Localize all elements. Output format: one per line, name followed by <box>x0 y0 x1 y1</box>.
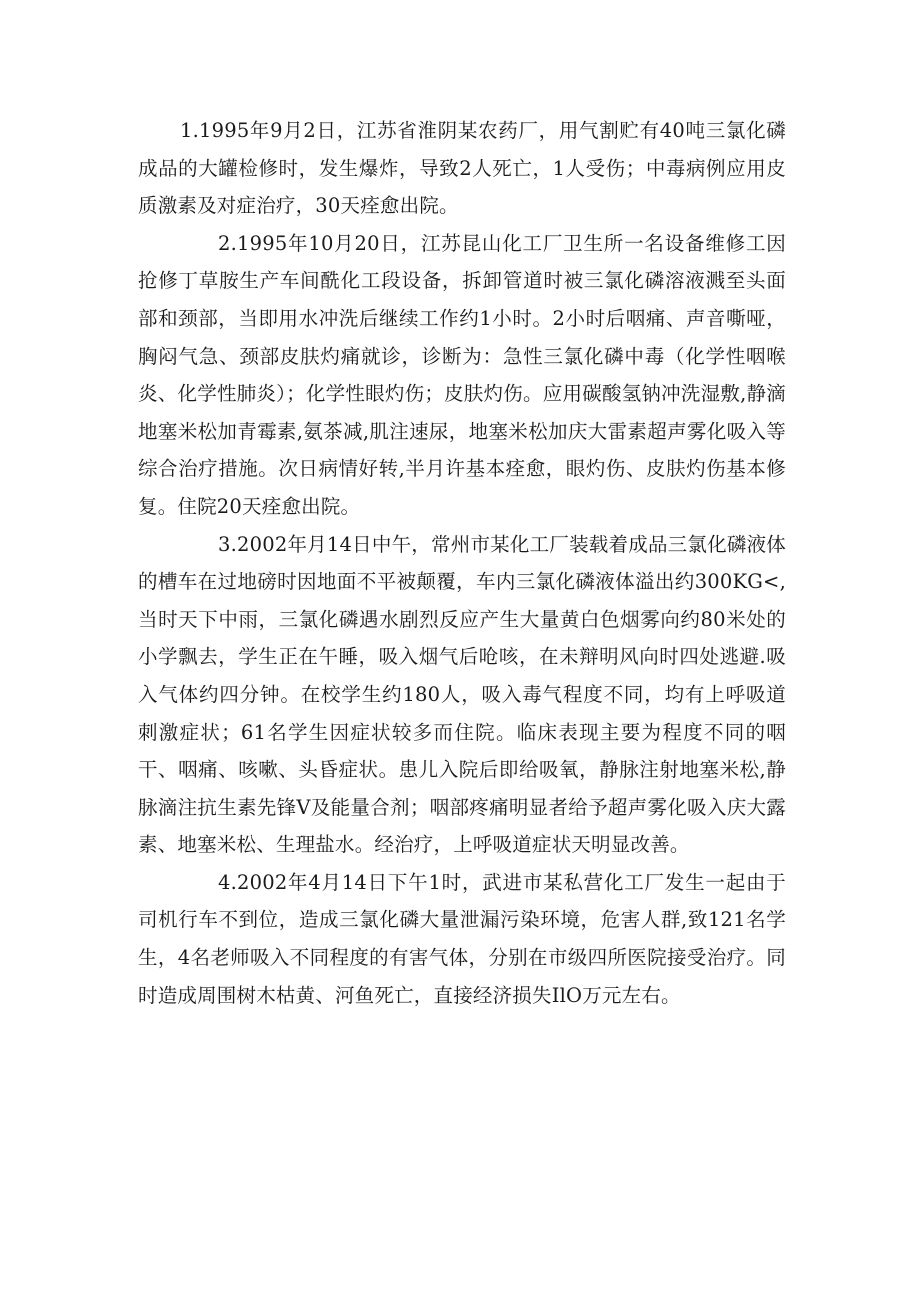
paragraph-4: 4.2002年4月14日下午1时，武进市某私营化工厂发生一起由于司机行车不到位，造成三氯化磷大量泄漏污染环境，危害人群,致121名学生，4名老师吸入不同程度的有害气体，分别在市级四所医院接受治疗。同时造成周围树木枯黄、河鱼死亡，直接经济损失IlO万元左右。 <box>138 870 786 1007</box>
paragraph-1: 1.1995年9月2日，江苏省淮阴某农药厂，用气割贮有40吨三氯化磷成品的大罐检修时，发生爆炸，导致2人死亡，1人受伤；中毒病例应用皮质激素及对症治疗，30天痊愈出院。 <box>138 119 786 218</box>
paragraph-3: 3.2002年月14日中午，常州市某化工厂装载着成品三氯化磷液体的槽车在过地磅时因地面不平被颠覆，车内三氯化磷液体溢出约300KG<,当时天下中雨，三氯化磷遇水剧烈反应产生大量黄白色烟雾向约80米处的小学飘去，学生正在午睡，吸入烟气后呛咳，在未辩明风向时四处逃避.吸入气体约四分钟。在校学生约180人，吸入毒气程度不同，均有上呼吸道刺激症状；61名学生因症状较多而住院。临床表现主要为程度不同的咽干、咽痛、咳嗽、头昏症状。患儿入院后即给吸氧，静脉注射地塞米松,静脉滴注抗生素先锋V及能量合剂；咽部疼痛明显者给予超声雾化吸入庆大露素、地塞米松、生理盐水。经治疗，上呼吸道症状天明显改善。 <box>138 532 786 857</box>
paragraph-2: 2.1995年10月20日，江苏昆山化工厂卫生所一名设备维修工因抢修丁草胺生产车间酰化工段设备，拆卸管道时被三氯化磷溶液溅至头面部和颈部，当即用水冲洗后继续工作约1小时。2小时后咽痛、声音嘶哑，胸闷气急、颈部皮肤灼痛就诊，诊断为：急性三氯化磷中毒（化学性咽喉炎、化学性肺炎）；化学性眼灼伤；皮肤灼伤。应用碳酸氢钠冲洗湿敷,静滴地塞米松加青霉素,氨茶减,肌注速尿，地塞米松加庆大雷素超声雾化吸入等综合治疗措施。次日病情好转,半月许基本痊愈，眼灼伤、皮肤灼伤基本修复。住院20天痊愈出院。 <box>138 231 786 518</box>
document-body <box>138 112 786 1014</box>
